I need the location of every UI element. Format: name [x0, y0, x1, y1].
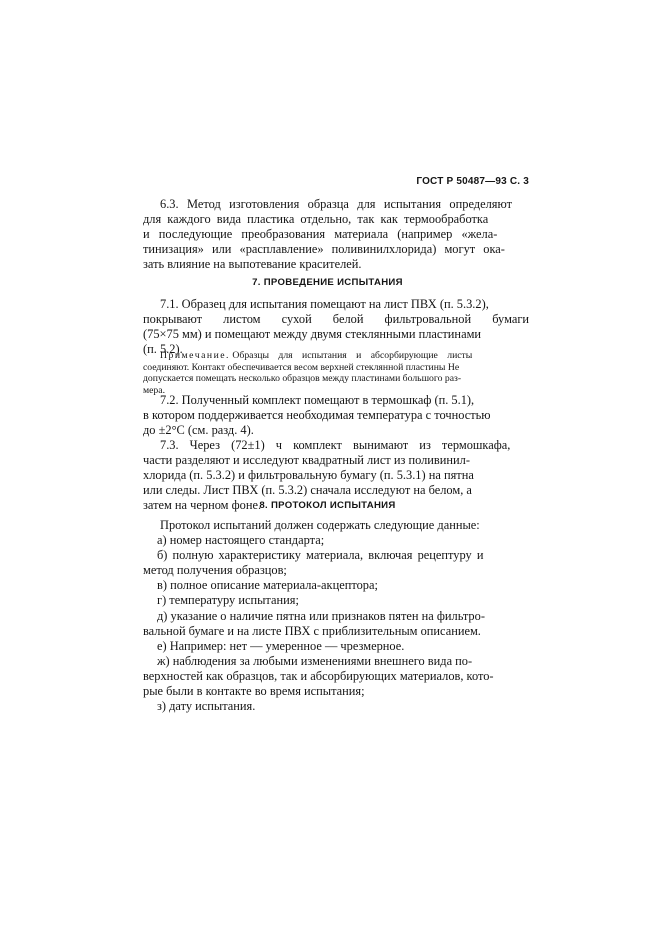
paragraph-7-2 [143, 393, 512, 438]
text-line: тинизация» или «расплавление» поливинилхлорида) могут ока- [143, 242, 505, 257]
text-line: хлорида (п. 5.3.2) и фильтровальную бумагу (п. 5.3.1) на пятна [143, 468, 474, 483]
text-line: в котором поддерживается необходимая температура с точностью [143, 408, 491, 423]
paragraph-6-3 [143, 197, 512, 272]
paragraph-7-1 [143, 297, 530, 357]
section-7-heading: 7. ПРОВЕДЕНИЕ ИСПЫТАНИЯ [252, 277, 403, 288]
list-item: з) дату испытания. [157, 699, 256, 714]
list-item-continuation: рые были в контакте во время испытания; [143, 684, 365, 699]
text-line: для каждого вида пластика отдельно, так как термообработка [143, 212, 489, 227]
text-line: 7.1. Образец для испытания помещают на лист ПВХ (п. 5.3.2), [160, 297, 489, 311]
list-item-continuation: верхностей как образцов, так и абсорбирующих материалов, кото- [143, 668, 494, 683]
note-line: соединяют. Контакт обеспечивается весом верхней стеклянной пластины Не [143, 361, 460, 373]
note-line: допускается помещать несколько образцов между пластинами большого раз- [143, 373, 462, 385]
text-line: 7.2. Полученный комплект помещают в термошкаф (п. 5.1), [160, 393, 475, 407]
list-item: е) Например: нет — умеренное — чрезмерное. [157, 638, 405, 653]
section-8-heading: 8. ПРОТОКОЛ ИСПЫТАНИЯ [259, 500, 396, 511]
note-line: мера. [143, 384, 165, 396]
text-line: 7.3. Через (72±1) ч комплект вынимают из термошкафа, [160, 438, 511, 452]
text-line: зать влияние на выпотевание красителей. [143, 257, 362, 272]
protocol-list [143, 518, 512, 714]
text-line: покрывают листом сухой белой фильтровальной бумаги [143, 312, 530, 327]
list-item: ж) наблюдения за любыми изменениями внешнего вида по- [157, 653, 473, 668]
text-line: затем на черном фоне. [143, 498, 262, 513]
list-item: б) полную характеристику материала, включая рецептуру и [157, 548, 484, 563]
page-header-standard: ГОСТ Р 50487—93 С. 3 [416, 176, 529, 187]
text-line: до ±2°С (см. разд. 4). [143, 423, 254, 438]
list-item: а) номер настоящего стандарта; [157, 533, 325, 548]
note-first-line [143, 350, 512, 362]
text-line: части разделяют и исследуют квадратный лист из поливинил- [143, 453, 470, 468]
list-item: д) указание о наличие пятна или признаков пятен на фильтро- [157, 608, 485, 623]
text-line: 6.3. Метод изготовления образца для испытания определяют [160, 197, 512, 211]
note-label: Примечание. [160, 350, 230, 361]
text-line: и последующие преобразования материала (например «жела- [143, 227, 498, 242]
list-intro: Протокол испытаний должен содержать следующие данные: [160, 518, 480, 532]
text-line: (75×75 мм) и помещают между двумя стеклянными пластинами [143, 327, 482, 342]
text-line: (п. 5.2). [143, 342, 183, 357]
list-item: г) температуру испытания; [157, 593, 299, 608]
list-item-continuation: метод получения образцов; [143, 563, 287, 578]
list-item: в) полное описание материала-акцептора; [157, 578, 378, 593]
note-text: Образцы для испытания и абсорбирующие листы [232, 350, 473, 361]
text-line: или следы. Лист ПВХ (п. 5.3.2) сначала исследуют на белом, а [143, 483, 472, 498]
list-item-continuation: вальной бумаге и на листе ПВХ с приблизительным описанием. [143, 623, 481, 638]
note-block [143, 350, 512, 396]
